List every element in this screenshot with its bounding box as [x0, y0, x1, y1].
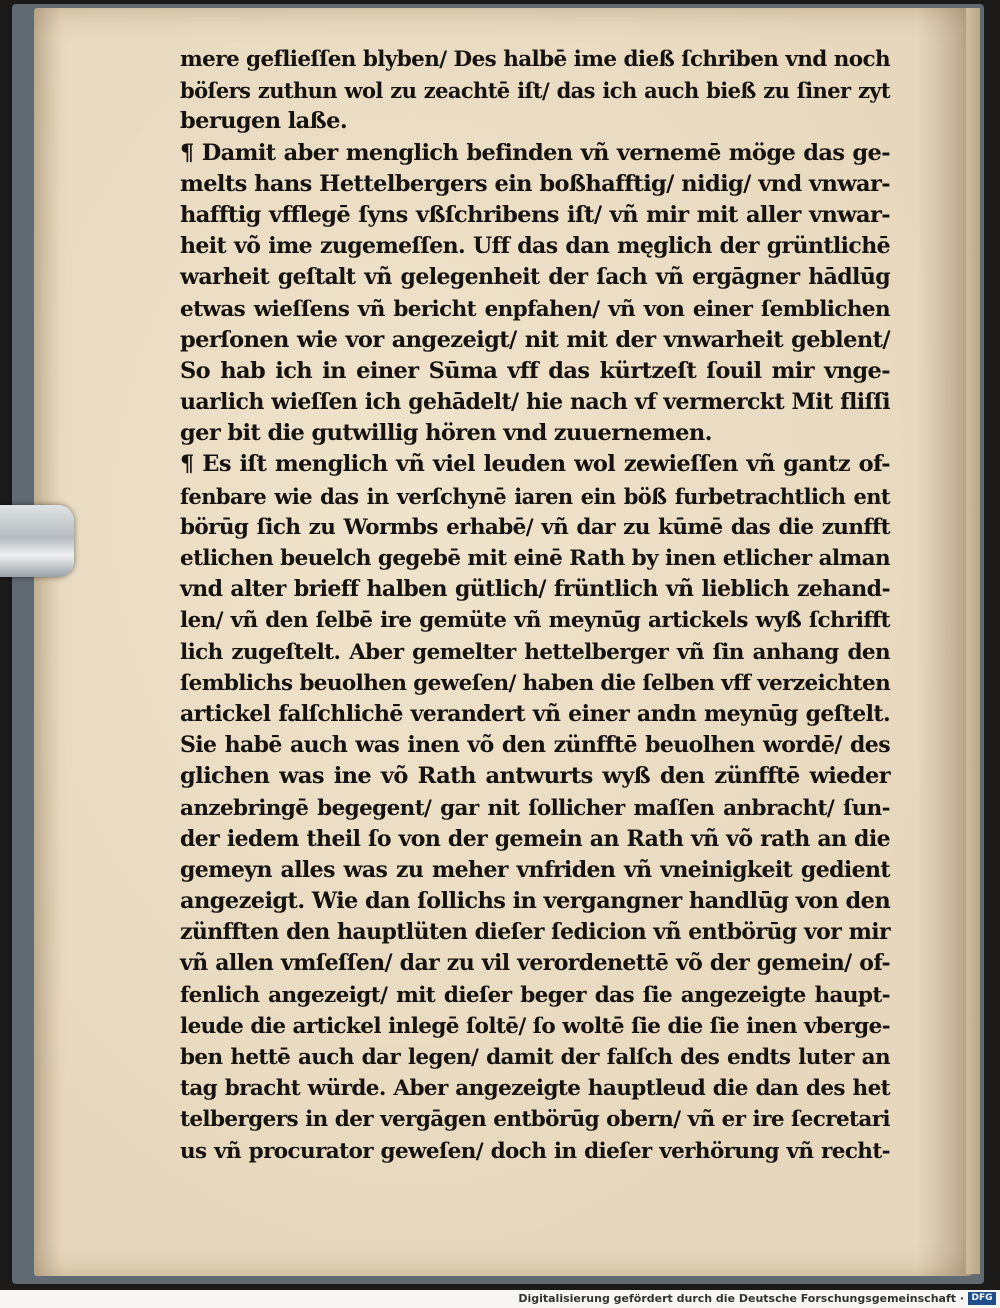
text-line: glichen was ine võ Rath antwurts wyß den zünfftē wieder: [180, 763, 890, 790]
text-line: vnd alter brieff halben gütlich/ früntlich vñ lieblich zehand-: [180, 576, 890, 603]
text-line: warheit geſtalt vñ gelegenheit der ſach vñ ergāgner hādlūg: [180, 264, 890, 291]
text-line: heit võ ime zugemeſſen. Uff das dan męglich der grüntlichē: [180, 233, 890, 260]
text-line: telbergers in der vergāgen entbörūg obern/ vñ er ire ſecretari: [180, 1107, 890, 1133]
text-line: fenlich angezeigt/ mit dieſer beger das ſie angezeigte haupt-: [180, 982, 890, 1008]
text-line: ger bit die gutwillig hören vnd zuuernemen.: [180, 420, 712, 447]
text-line: Sie habē auch was inen võ den zünfftē beuolhen wordē/ des: [180, 732, 890, 759]
dfg-logo: DFG: [968, 1292, 996, 1305]
text-line: mere geflieſſen blyben/ Des halbē ime dieß ſchriben vnd noch: [180, 47, 890, 72]
text-line: börūg ſich zu Wormbs erhabē/ vñ dar zu kūmē das die zunfft: [180, 514, 890, 540]
text-line: artickel falſchlichē verandert vñ einer andn meynūg geſtelt.: [180, 700, 890, 727]
page-text-block: [180, 44, 890, 1167]
page-edge: [966, 8, 980, 1274]
text-line: angezeigt. Wie dan ſollichs in vergangner handlūg von den: [180, 888, 891, 915]
text-line: ſemblichs beuolhen geweſen/ haben die ſelben vff verzeichten: [180, 670, 891, 696]
text-line: uarlich wieſſen ich gehādelt/ hie nach vf vermerckt Mit fliſſi: [180, 389, 890, 416]
text-line: fenbare wie das in verſchynē iaren ein böß furbetrachtlich ent: [180, 483, 890, 509]
text-line: etwas wieſſens vñ bericht enpfahen/ vñ von einer ſemblichen: [180, 296, 890, 322]
text-line: ¶ Es iſt menglich vñ viel leuden wol zewieſſen vñ gantz of-: [180, 451, 890, 478]
text-line: zünfften den hauptlüten dieſer ſedicion vñ entbörūg vor mir: [180, 919, 890, 946]
text-line: perſonen wie vor angezeigt/ nit mit der vnwarheit geblent/: [180, 326, 890, 353]
text-line: leude die artickel inlegē ſoltē/ ſo woltē ſie die ſie inen vberge-: [180, 1013, 890, 1039]
text-line: lich zugeſtelt. Aber gemelter hettelberger vñ ſin anhang den: [180, 639, 890, 665]
text-line: So hab ich in einer Sūma vff das kürtzeſt ſouil mir vnge-: [180, 357, 890, 384]
text-line: ben hettē auch dar legen/ damit der falſch des endts luter an: [180, 1045, 890, 1070]
footer-bar: [0, 1290, 1000, 1308]
text-line: vñ allen vmſeſſen/ dar zu vil verordenettē võ der gemein/ of-: [180, 950, 890, 977]
text-line: berugen laße.: [180, 108, 348, 135]
text-line: tag bracht würde. Aber angezeigte hauptleud die dan des het: [180, 1076, 890, 1102]
footer-credit: Digitalisierung gefördert durch die Deutsche Forschungsgemeinschaft ·: [518, 1292, 964, 1305]
text-line: anzebringē begegent/ gar nit ſollicher maſſen anbracht/ ſun-: [180, 795, 890, 821]
text-line: ¶ Damit aber menglich befinden vñ vernemē möge das ge-: [180, 139, 890, 166]
text-line: hafftig vfflegē ſyns vßſchribens iſt/ vñ mir mit aller vnwar-: [180, 201, 890, 228]
text-line: etlichen beuelch gegebē mit einē Rath by inen etlicher alman: [180, 546, 890, 571]
text-line: gemeyn alles was zu meher vnfriden vñ vneinigkeit gedient: [180, 856, 890, 883]
text-line: len/ vñ den ſelbē ire gemüte vñ meynūg artickels wyß ſchrifft: [180, 608, 890, 634]
text-line: us vñ procurator geweſen/ doch in dieſer verhörung vñ recht-: [180, 1138, 890, 1164]
text-line: der iedem theil ſo von der gemein an Rath vñ võ rath an die: [180, 825, 890, 852]
page-clip: [0, 505, 74, 577]
text-line: melts hans Hettelbergers ein boßhafftig/ nidig/ vnd vnwar-: [180, 170, 890, 197]
text-line: böſers zuthun wol zu zeachtē iſt/ das ich auch bieß zu ſiner zyt: [180, 78, 890, 104]
